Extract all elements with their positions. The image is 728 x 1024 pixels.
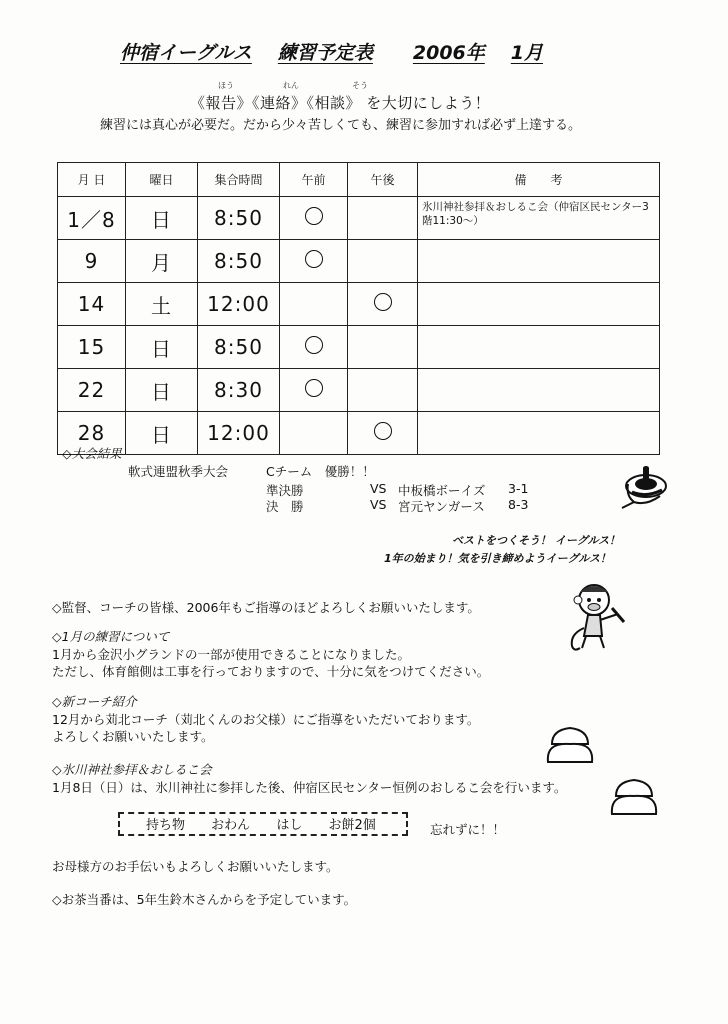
cell-pm <box>348 240 418 283</box>
header-day: 曜日 <box>126 163 198 197</box>
item-chopsticks: はし <box>276 818 303 833</box>
match-opponent: 中板橋ボーイズ <box>398 483 486 498</box>
cell-am <box>280 412 348 455</box>
cell-note <box>418 412 660 455</box>
cell-note <box>418 283 660 326</box>
tournament-event: 軟式連盟秋季大会 <box>128 464 229 479</box>
cell-pm <box>348 412 418 455</box>
cell-pm <box>348 283 418 326</box>
cell-day: 月 <box>126 240 198 283</box>
cell-time: 12:00 <box>198 412 280 455</box>
item-bowl: おわん <box>211 818 251 833</box>
header-notes: 備 考 <box>418 163 660 197</box>
title-month: 1月 <box>510 42 544 64</box>
items-box <box>118 812 408 836</box>
header-date: 月 日 <box>58 163 126 197</box>
match-round: 準決勝 <box>266 483 304 498</box>
circle-mark-icon <box>305 379 323 397</box>
cell-time: 8:50 <box>198 197 280 240</box>
match-round: 決 勝 <box>266 499 304 514</box>
cell-day: 日 <box>126 412 198 455</box>
header-time: 集合時間 <box>198 163 280 197</box>
cheer-line-2: 1年の始まり！気を引き締めようイーグルス！ <box>384 552 611 565</box>
items-label: 持ち物 <box>146 818 186 833</box>
cell-day: 日 <box>126 326 198 369</box>
coach-heading: ◇新コーチ紹介 <box>52 694 137 709</box>
coach-line-1: 12月から苅北コーチ（苅北くんのお父様）にご指導をいただいております。 <box>52 712 480 727</box>
circle-mark-icon <box>374 422 392 440</box>
mochi-icon <box>608 774 660 820</box>
circle-mark-icon <box>305 336 323 354</box>
match-vs: VS <box>370 497 387 512</box>
shrine-line-2: お母様方のお手伝いもよろしくお願いいたします。 <box>52 859 339 874</box>
tournament-heading: ◇大会結果 <box>62 446 122 461</box>
cell-am <box>280 197 348 240</box>
schedule-title: 練習予定表 <box>277 42 373 64</box>
tea-duty: ◇お茶当番は、5年生鈴木さんからを予定しています。 <box>52 892 357 907</box>
practice-line-2: ただし、体育館側は工事を行っておりますので、十分に気をつけてください。 <box>52 664 490 679</box>
table-header-row <box>58 163 660 197</box>
cell-date: 1／8 <box>58 197 126 240</box>
page-title <box>120 38 543 65</box>
coach-line-2: よろしくお願いいたします。 <box>52 729 214 744</box>
cell-pm <box>348 326 418 369</box>
header-pm: 午後 <box>348 163 418 197</box>
cell-day: 土 <box>126 283 198 326</box>
cell-time: 8:50 <box>198 326 280 369</box>
cell-am <box>280 369 348 412</box>
table-row <box>58 412 660 455</box>
tournament-result: Cチーム 優勝！！ <box>266 464 375 479</box>
item-mochi: お餅2個 <box>328 818 376 833</box>
cell-pm <box>348 197 418 240</box>
table-row <box>58 326 660 369</box>
cell-date: 15 <box>58 326 126 369</box>
practice-line-1: 1月から金沢小グランドの一部が使用できることになりました。 <box>52 647 410 662</box>
reminder: 忘れずに！！ <box>430 822 506 837</box>
cell-note <box>418 369 660 412</box>
table-row <box>58 197 660 240</box>
circle-mark-icon <box>305 207 323 225</box>
match-score: 3-1 <box>508 481 529 496</box>
cell-time: 8:50 <box>198 240 280 283</box>
cell-note <box>418 240 660 283</box>
slogan: 《報告》《連絡》《相談》 を大切にしよう！ <box>190 94 491 112</box>
title-year: 2006年 <box>412 42 485 64</box>
schedule-table <box>57 162 660 455</box>
ruby-ren: れん <box>283 81 299 90</box>
cell-am <box>280 240 348 283</box>
ruby-so: そう <box>352 81 368 90</box>
cheer-line-1: ベストをつくそう！ イーグルス！ <box>452 534 621 547</box>
circle-mark-icon <box>305 250 323 268</box>
ruby-ho: ほう <box>218 81 234 90</box>
sub-slogan: 練習には真心が必要だ。だから少々苦しくても、練習に参加すれば必ず上達する。 <box>100 118 582 133</box>
cell-note: 氷川神社参拝＆おしるこ会（仲宿区民センター3階11:30～） <box>418 197 660 240</box>
table-row <box>58 283 660 326</box>
cell-day: 日 <box>126 369 198 412</box>
circle-mark-icon <box>374 293 392 311</box>
team-name: 仲宿イーグルス <box>120 42 252 64</box>
table-row <box>58 240 660 283</box>
cell-day: 日 <box>126 197 198 240</box>
cell-date: 22 <box>58 369 126 412</box>
spinning-top-icon <box>612 462 668 510</box>
table-row <box>58 369 660 412</box>
match-vs: VS <box>370 481 387 496</box>
cell-time: 8:30 <box>198 369 280 412</box>
greeting: ◇監督、コーチの皆様、2006年もご指導のほどよろしくお願いいたします。 <box>52 600 480 615</box>
header-am: 午前 <box>280 163 348 197</box>
match-score: 8-3 <box>508 497 529 512</box>
monkey-mascot-icon <box>566 578 632 656</box>
shrine-line-1: 1月8日（日）は、氷川神社に参拝した後、仲宿区民センター恒例のおしるこ会を行います。 <box>52 780 567 795</box>
cell-time: 12:00 <box>198 283 280 326</box>
cell-date: 14 <box>58 283 126 326</box>
cell-date: 9 <box>58 240 126 283</box>
mochi-icon <box>544 722 596 768</box>
cell-pm <box>348 369 418 412</box>
match-opponent: 宮元ヤンガース <box>398 499 485 514</box>
cell-date: 28 <box>58 412 126 455</box>
cell-note <box>418 326 660 369</box>
shrine-heading: ◇氷川神社参拝＆おしるこ会 <box>52 762 212 777</box>
cell-am <box>280 326 348 369</box>
practice-heading: ◇1月の練習について <box>52 629 170 644</box>
cell-am <box>280 283 348 326</box>
